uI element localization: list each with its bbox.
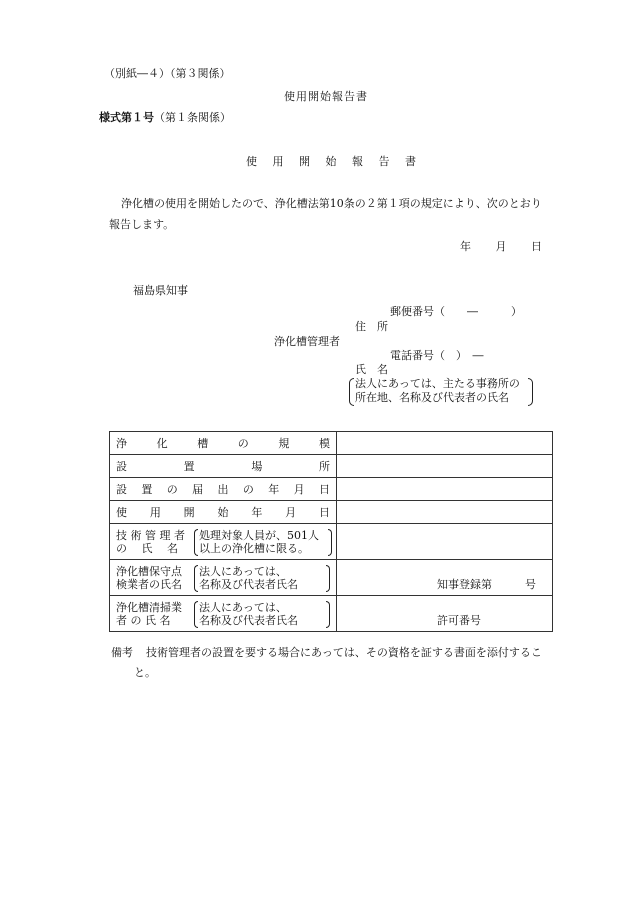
table-row — [110, 478, 553, 501]
manager-role: 浄化槽管理者 — [274, 335, 340, 348]
date-line — [460, 240, 542, 254]
corp-note-1: 法人にあっては、主たる事務所の — [355, 377, 520, 390]
name-label-a: 氏 — [355, 363, 366, 376]
postal-code: 郵便番号（ ― ） — [390, 305, 522, 318]
address-label — [355, 320, 388, 334]
label-char: 届 — [192, 483, 204, 496]
label-char: 規 — [278, 437, 290, 450]
annex-label: （別紙―４）（第３関係） — [104, 67, 231, 80]
cleaning-operator-value-cell — [337, 596, 553, 632]
maintenance-operator-label-2: 検業者の氏名 — [116, 577, 182, 591]
table-row — [110, 501, 553, 524]
maintenance-operator-note-2: 名称及び代表者氏名 — [199, 577, 298, 591]
label-cell — [110, 455, 337, 478]
label-cell — [110, 478, 337, 501]
remarks-line-1: 技術管理者の設置を要する場合にあっては、その資格を証する書面を添付するこ — [146, 646, 542, 659]
label-char: 槽 — [197, 437, 209, 450]
start-date-label — [110, 504, 336, 520]
label-char: 年 — [268, 483, 280, 496]
close-bracket-icon — [326, 565, 330, 592]
cleaning-operator-note-1: 法人にあっては、 — [199, 600, 287, 614]
label-cell — [110, 524, 337, 560]
close-bracket-icon — [326, 601, 330, 628]
label-char: 日 — [319, 483, 330, 496]
maintenance-operator-note-1: 法人にあっては、 — [199, 564, 287, 578]
cleaning-operator-label — [110, 599, 336, 629]
table-row — [110, 524, 553, 560]
form-relation: （第１条関係） — [154, 111, 231, 124]
open-bracket-icon — [349, 378, 354, 406]
intro-line-2: 報告します。 — [109, 218, 175, 231]
location-value-cell — [337, 455, 553, 478]
label-char: 月 — [293, 483, 305, 496]
cleaning-operator-label-1: 浄化槽清掃業 — [116, 600, 182, 614]
name-label-b: 名 — [377, 363, 388, 376]
label-char: 設 — [116, 460, 127, 473]
address-label-b: 所 — [377, 320, 388, 333]
remarks-line-2: と。 — [134, 666, 156, 679]
close-bracket-icon — [328, 529, 332, 556]
scale-label — [110, 435, 336, 451]
date-year: 年 — [460, 240, 471, 253]
cleaning-operator-label-2: 者 の 氏 名 — [116, 613, 171, 627]
main-title-char: 告 — [378, 155, 390, 168]
close-bracket-icon — [528, 378, 533, 406]
label-cell — [110, 560, 337, 596]
main-title-char: 報 — [352, 155, 363, 168]
maintenance-operator-label-1: 浄化槽保守点 — [116, 564, 182, 578]
notification-date-label — [110, 481, 336, 497]
table-row — [110, 560, 553, 596]
table-row — [110, 455, 553, 478]
main-title — [246, 155, 416, 169]
label-char: 置 — [183, 460, 195, 473]
label-char: の — [166, 483, 178, 496]
label-char: 月 — [285, 506, 297, 519]
label-char: 場 — [251, 460, 263, 473]
label-char: 始 — [217, 506, 229, 519]
facility-info-table — [109, 431, 553, 632]
label-cell — [110, 432, 337, 455]
label-cell — [110, 596, 337, 632]
label-char: 模 — [318, 437, 330, 450]
main-title-char: 開 — [299, 155, 310, 168]
label-char: の — [242, 483, 254, 496]
technical-manager-label-2: の 氏 名 — [116, 541, 178, 555]
notification-date-value-cell — [337, 478, 553, 501]
label-char: 設 — [116, 483, 127, 496]
open-bracket-icon — [194, 601, 198, 628]
technical-manager-note-2: 以上の浄化槽に限る。 — [199, 541, 309, 555]
label-cell — [110, 501, 337, 524]
technical-manager-label — [110, 527, 336, 557]
address-label-a: 住 — [355, 320, 366, 333]
doc-title: 使用開始報告書 — [284, 90, 368, 103]
phone-number: 電話番号（ ） ― — [390, 349, 484, 362]
label-char: 日 — [318, 506, 330, 519]
label-char: の — [237, 437, 249, 450]
scale-value-cell — [337, 432, 553, 455]
label-char: 所 — [318, 460, 330, 473]
main-title-char: 用 — [272, 155, 284, 168]
technical-manager-label-1: 技 術 管 理 者 — [116, 528, 185, 542]
main-title-char: 始 — [325, 155, 337, 168]
technical-manager-value-cell — [337, 524, 553, 560]
cleaning-operator-note-2: 名称及び代表者氏名 — [199, 613, 298, 627]
table-row — [110, 596, 553, 632]
label-char: 化 — [156, 437, 168, 450]
corp-note-2: 所在地、名称及び代表者の氏名 — [355, 391, 509, 404]
date-day: 日 — [531, 240, 542, 253]
maintenance-operator-label — [110, 563, 336, 593]
registration-number: 知事登録第 号 — [437, 577, 536, 591]
form-number-line — [99, 111, 231, 125]
maintenance-operator-value-cell — [337, 560, 553, 596]
open-bracket-icon — [194, 565, 198, 592]
remarks-heading: 備考 — [111, 646, 133, 659]
label-char: 浄 — [116, 437, 127, 450]
label-char: 年 — [251, 506, 263, 519]
main-title-char: 使 — [246, 155, 257, 168]
label-char: 開 — [183, 506, 195, 519]
intro-line-1: 浄化槽の使用を開始したので、浄化槽法第10条の２第１項の規定により、次のとおり — [121, 197, 542, 210]
permit-number: 許可番号 — [437, 613, 481, 627]
label-char: 置 — [141, 483, 153, 496]
date-month: 月 — [495, 240, 507, 253]
name-label — [355, 363, 388, 377]
location-label — [110, 458, 336, 474]
label-char: 使 — [116, 506, 127, 519]
start-date-value-cell — [337, 501, 553, 524]
technical-manager-note-1: 処理対象人員が、501人 — [199, 528, 319, 542]
label-char: 出 — [217, 483, 229, 496]
form-number: 様式第１号 — [99, 111, 154, 124]
main-title-char: 書 — [405, 155, 416, 168]
table-row — [110, 432, 553, 455]
label-char: 用 — [149, 506, 161, 519]
open-bracket-icon — [194, 529, 198, 556]
addressee: 福島県知事 — [133, 284, 188, 297]
